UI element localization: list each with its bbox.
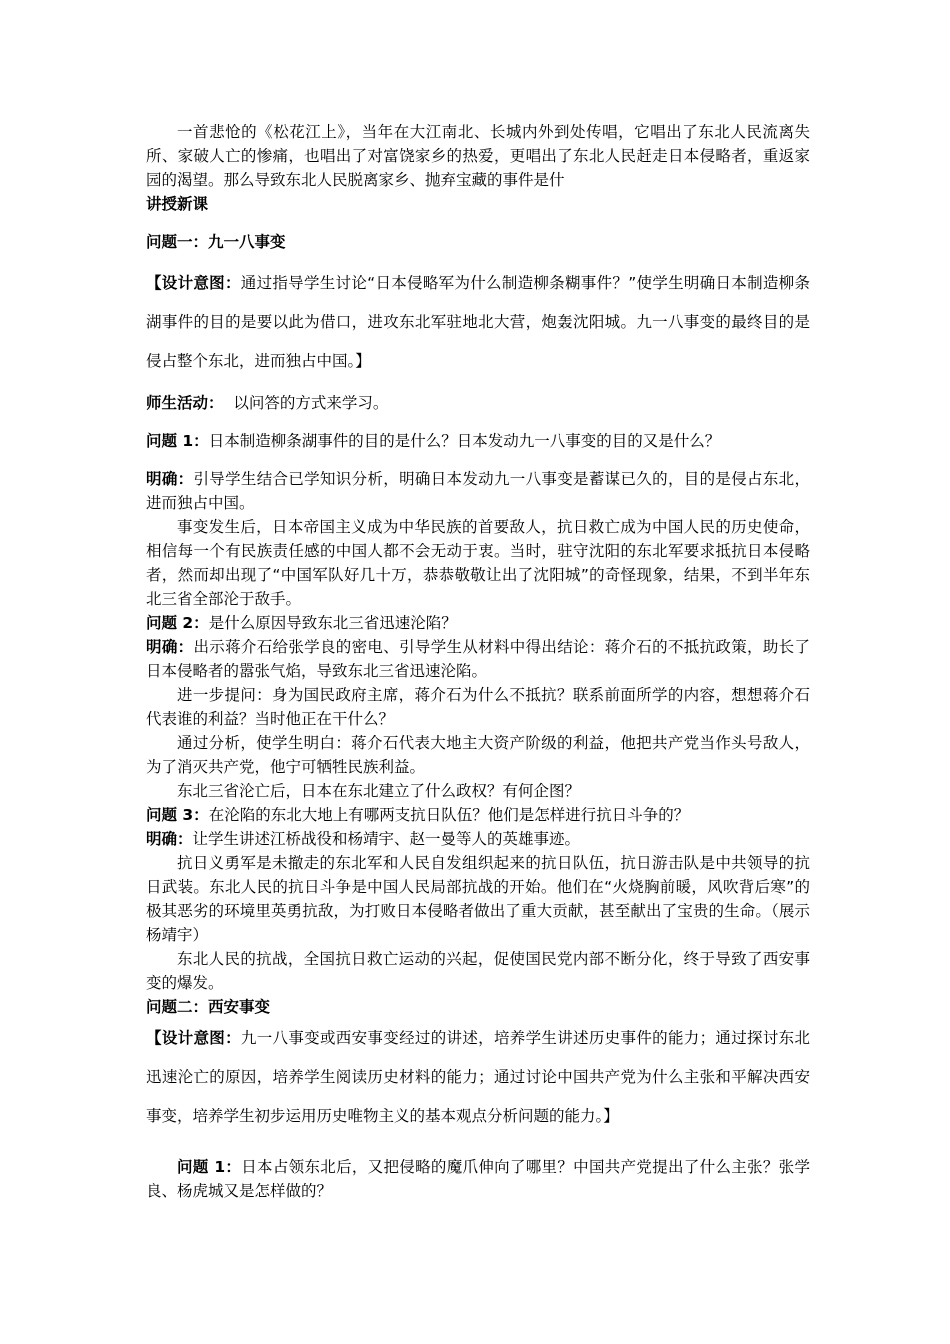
q1-answer-1-text: 引导学生结合已学知识分析，明确日本发动九一八事变是蓄谋已久的，目的是侵占东北，进而独占中国。: [146, 470, 810, 512]
q1-problem-3-text: 在沦陷的东北大地上有哪两支抗日队伍？他们是怎样进行抗日斗争的？: [208, 806, 690, 824]
q1-answer-1: [146, 467, 810, 515]
q2-problem-1-text: 日本占领东北后，又把侵略的魔爪伸向了哪里？中国共产党提出了什么主张？张学良、杨虎城又是怎样做的？: [146, 1158, 810, 1200]
q1-activity-text: 以问答的方式来学习。: [223, 394, 389, 412]
q1-paragraph-4: 东北三省沦亡后，日本在东北建立了什么政权？有何企图？: [177, 782, 581, 800]
q2-design-label: 【设计意图：: [146, 1029, 241, 1047]
q1-problem-3-label: 问题 3：: [146, 806, 209, 824]
q1-problem-2: [146, 611, 810, 635]
q1-design-text: 通过指导学生讨论“日本侵略军为什么制造柳条糊事件？”使学生明确日本制造柳条湖事件的目的是要以此为借口，进攻东北军驻地北大营，炮轰沈阳城。九一八事变的最终目的是侵占整个东北，进而独占中国。】: [146, 274, 810, 370]
q1-problem-2-text: 是什么原因导致东北三省迅速沦陷？: [208, 614, 457, 632]
q1-problem-2-label: 问题 2：: [146, 614, 209, 632]
q1-answer-1-label: 明确：: [146, 470, 194, 488]
q2-problem-1: [146, 1155, 810, 1203]
q1-problem-3: [146, 803, 810, 827]
q1-activity: [146, 391, 810, 415]
q1-paragraph-3: 通过分析，使学生明白：蒋介石代表大地主大资产阶级的利益，他把共产党当作头号敌人，为了消灭共产党，他宁可牺牲民族利益。: [146, 734, 810, 776]
document-page: [146, 120, 810, 1203]
q1-problem-1: [146, 429, 810, 453]
q1-answer-2: [146, 635, 810, 683]
q2-design-text: 九一八事变或西安事变经过的讲述，培养学生讲述历史事件的能力；通过探讨东北迅速沦亡的原因，培养学生阅读历史材料的能力；通过讨论中国共产党为什么主张和平解决西安事变，培养学生初步运用历史唯物主义的基本观点分析问题的能力。】: [146, 1029, 810, 1125]
q1-paragraph-2: 进一步提问：身为国民政府主席，蒋介石为什么不抵抗？联系前面所学的内容，想想蒋介石代表谁的利益？当时他正在干什么？: [146, 686, 810, 728]
q1-activity-label: 师生活动：: [146, 394, 224, 412]
q1-answer-2-text: 出示蒋介石给张学良的密电、引导学生从材料中得出结论：蒋介石的不抵抗政策，助长了日本侵略者的嚣张气焰，导致东北三省迅速沦陷。: [146, 638, 810, 680]
q2-problem-1-label: 问题 1：: [177, 1158, 242, 1176]
q1-answer-3: [146, 827, 810, 851]
section-title: 讲授新课: [146, 195, 209, 213]
q1-problem-1-text: 日本制造柳条湖事件的目的是什么？日本发动九一八事变的目的又是什么？: [208, 432, 721, 450]
q1-answer-2-label: 明确：: [146, 638, 194, 656]
q2-design-intent: [146, 1019, 810, 1136]
q1-answer-3-label: 明确：: [146, 830, 193, 848]
q1-paragraph-6: 东北人民的抗战，全国抗日救亡运动的兴起，促使国民党内部不断分化，终于导致了西安事变的爆发。: [146, 950, 810, 992]
q1-problem-1-label: 问题 1：: [146, 432, 209, 450]
q2-title: 问题二：西安事变: [146, 998, 271, 1016]
intro-paragraph: 一首悲怆的《松花江上》，当年在大江南北、长城内外到处传唱，它唱出了东北人民流离失所、家破人亡的惨痛，也唱出了对富饶家乡的热爱，更唱出了东北人民赶走日本侵略者，重返家园的渴望。那么导致东北人民脱离家乡、抛弃宝藏的事件是什: [146, 123, 810, 189]
q1-answer-3-text: 让学生讲述江桥战役和杨靖宇、赵一曼等人的英雄事迹。: [192, 830, 581, 848]
q1-paragraph-5: 抗日义勇军是未撤走的东北军和人民自发组织起来的抗日队伍，抗日游击队是中共领导的抗日武装。东北人民的抗日斗争是中国人民局部抗战的开始。他们在“火烧胸前暖，风吹背后寒”的极其恶劣的环境里英勇抗敌，为打败日本侵略者做出了重大贡献，甚至献出了宝贵的生命。（展示杨靖宇）: [146, 854, 810, 944]
q1-paragraph-1: 事变发生后，日本帝国主义成为中华民族的首要敌人，抗日救亡成为中国人民的历史使命，相信每一个有民族责任感的中国人都不会无动于衷。当时，驻守沈阳的东北军要求抵抗日本侵略者，然而却出现了“中国军队好几十万，恭恭敬敬让出了沈阳城”的奇怪现象，结果，不到半年东北三省全部沦于敌手。: [146, 518, 810, 608]
q1-title: 问题一：九一八事变: [146, 233, 286, 251]
q1-design-intent: [146, 264, 810, 381]
q1-design-label: 【设计意图：: [146, 274, 241, 292]
